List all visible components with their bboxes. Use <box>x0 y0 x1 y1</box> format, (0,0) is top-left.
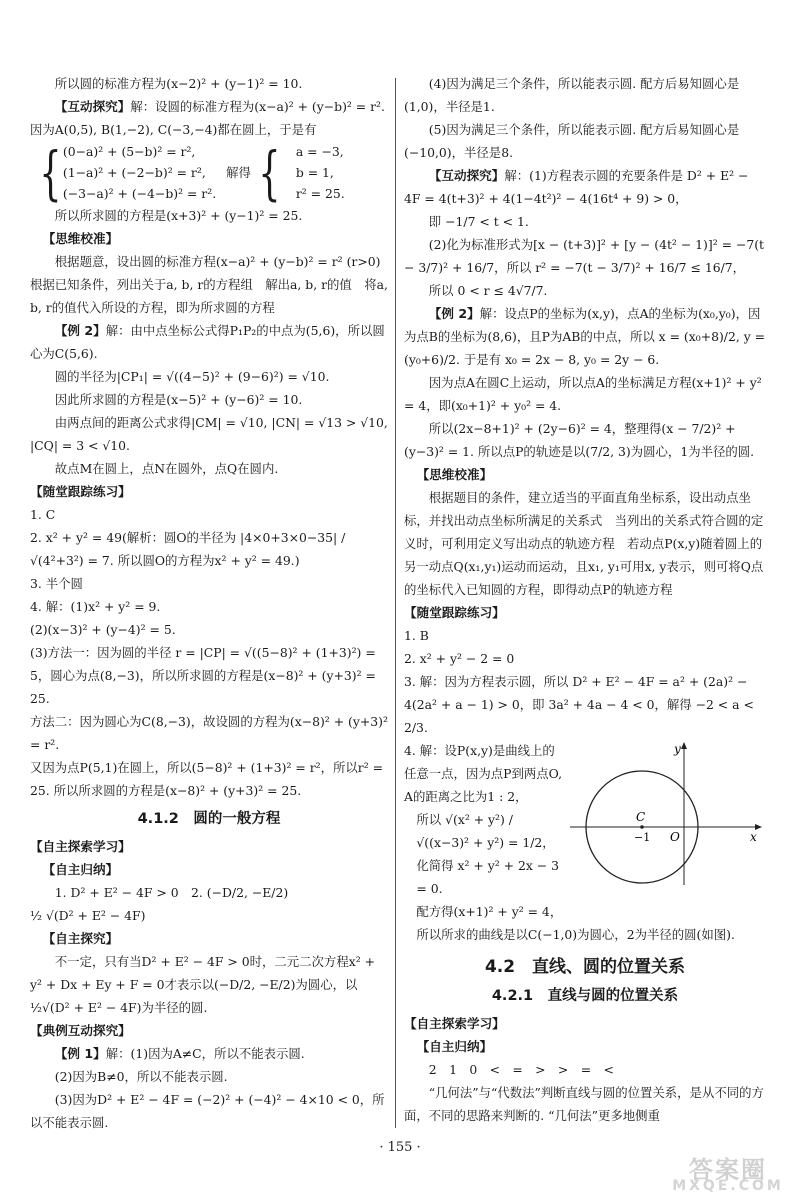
section-tag: 【随堂跟踪练习】 <box>404 605 505 620</box>
watermark-url: MXQE.COM <box>672 1178 784 1194</box>
answer: 所以 √(x² + y²) / √((x−3)² + y²) = 1/2，化简得 x² + y² + 2x − 3 = 0. <box>416 812 559 896</box>
answer: ½ √(D² + E² − 4F) <box>30 908 146 923</box>
paragraph: “几何法”与“代数法”判断直线与圆的位置关系，是从不同的方面，不同的思路来判断的. “几何法”更多地侧重 <box>404 1085 764 1123</box>
left-column <box>30 72 393 1134</box>
answer: 配方得(x+1)² + y² = 4， <box>416 904 563 919</box>
solve-word: 解得 <box>226 165 251 180</box>
section-tag: 【自主归纳】 <box>42 862 119 877</box>
paragraph: 所以(2x−8+1)² + (2y−6)² = 4，整理得(x − 7/2)² + (y−3)² = 1. 所以点P的轨迹是以(7/2, 3)为圆心，1为半径的圆. <box>404 421 755 459</box>
paragraph: (2)因为B≠0，所以不能表示圆. <box>54 1069 228 1084</box>
answer: 2 1 0 < = > > = < <box>428 1062 614 1077</box>
paragraph: 因为点A在圆C上运动，所以点A的坐标满足方程(x+1)² + y² = 4，即(x₀+1)² + y₀² = 4. <box>404 375 762 413</box>
paragraph: 根据题意，设出圆的标准方程(x−a)² + (y−b)² = r² (r>0) 根据已知条件，列出关于a, b, r的方程组 解出a, b, r的值 将a, b, r的值代入所设的方程，即为所求圆的方程 <box>30 254 393 315</box>
equation: (−3−a)² + (−4−b)² = r². <box>62 186 217 201</box>
right-column <box>404 72 766 1127</box>
section-heading: 4.2 直线、圆的位置关系 <box>484 957 686 977</box>
answer: (2)(x−3)² + (y−4)² = 5. <box>30 622 176 637</box>
paragraph: 因此所求圆的方程是(x−5)² + (y−6)² = 10. <box>54 392 303 407</box>
equation: (1−a)² + (−2−b)² = r², <box>62 165 206 180</box>
section-tag: 【思维校准】 <box>416 467 493 482</box>
y-label: y <box>674 742 681 756</box>
answer: 4. 解：(1)x² + y² = 9. <box>30 599 161 614</box>
origin-label: O <box>670 830 680 844</box>
section-tag: 【互动探究】 <box>54 99 131 114</box>
y-axis-arrow-icon <box>681 742 687 749</box>
section-tag: 【自主探究】 <box>42 931 119 946</box>
section-tag: 【典例互动探究】 <box>30 1023 131 1038</box>
x-label: x <box>750 830 757 844</box>
answer: 又因为点P(5,1)在圆上，所以(5−8)² + (1+3)² = r²，所以r² = 25. 所以所求圆的方程是(x−8)² + (y+3)² = 25. <box>30 760 383 798</box>
paragraph: 解：(1)方程表示圆的充要条件是 D² + E² − 4F = 4(t+3)² + 4(1−4t²)² − 4(16t⁴ + 9) > 0， <box>404 168 749 206</box>
paragraph: 故点M在圆上，点N在圆外，点Q在圆内. <box>54 461 279 476</box>
paragraph: 即 −1/7 < t < 1. <box>428 214 529 229</box>
answer: 2. x² + y² = 49(解析：圆O的半径为 |4×0+3×0−35| / √(4²+3²) = 7. 所以圆O的方程为x² + y² = 49.) <box>30 530 346 568</box>
paragraph: 解：设点P的坐标为(x,y)，点A的坐标为(x₀,y₀)，因为点B的坐标为(8,6)，且P为AB的中点，所以 x = (x₀+8)/2, y = (y₀+6)/2. 于是有 x₀ = 2x − 8, y₀ = 2y − 6. <box>404 306 766 367</box>
center-point <box>640 825 644 829</box>
paragraph: 由两点间的距离公式求得|CM| = √10, |CN| = √13 > √10, |CQ| = 3 < √10. <box>30 415 388 453</box>
solution: a = −3, <box>295 144 344 159</box>
paragraph: 圆的半径为|CP₁| = √((4−5)² + (9−6)²) = √10. <box>54 369 330 384</box>
column-divider <box>395 78 396 1128</box>
watermark-logo <box>662 1150 794 1196</box>
equation: (0−a)² + (5−b)² = r², <box>62 144 196 159</box>
paragraph: (2)化为标准形式为[x − (t+3)]² + [y − (4t² − 1)]² = −7(t − 3/7)² + 16/7，所以 r² = −7(t − 3/7)² + 16/7 ≤ 16/7， <box>404 237 765 275</box>
answer: 4. 解：设P(x,y)是曲线上的任意一点，因为点P到两点O, A的距离之比为1 : 2， <box>404 743 563 804</box>
circle-figure <box>566 739 766 889</box>
watermark-text: 答案圈 <box>689 1156 767 1184</box>
section-tag: 【自主归纳】 <box>416 1039 493 1054</box>
solution: r² = 25. <box>295 186 345 201</box>
section-tag: 【互动探究】 <box>428 168 505 183</box>
answer: 3. 解：因为方程表示圆，所以 D² + E² − 4F = a² + (2a)² − 4(2a² + a − 1) > 0，即 3a² + 4a − 4 < 0，解得 −2 < a < 2/3. <box>404 674 754 735</box>
answer: 1. C <box>30 507 56 522</box>
paragraph: 不一定，只有当D² + E² − 4F > 0时，二元二次方程x² + y² + Dx + Ey + F = 0才表示以(−D/2, −E/2)为圆心，以½√(D² + E² − 4F)为半径的圆. <box>30 954 375 1015</box>
section-tag: 【例 2】 <box>54 323 106 338</box>
tick-label: −1 <box>634 831 651 844</box>
equation-system <box>32 138 388 207</box>
paragraph: 解：设圆的标准方程为(x−a)² + (y−b)² = r². 因为A(0,5), B(1,−2), C(−3,−4)都在圆上，于是有 <box>30 99 385 137</box>
section-tag: 【例 1】 <box>54 1046 106 1061</box>
paragraph: 所以 0 < r ≤ 4√7/7. <box>428 283 548 298</box>
section-heading: 4.1.2 圆的一般方程 <box>137 811 281 827</box>
answer: 2. x² + y² − 2 = 0 <box>404 651 515 666</box>
paragraph: 解：(1)因为A≠C，所以不能表示圆. <box>105 1046 305 1061</box>
paragraph: 所以所求圆的方程是(x+3)² + (y−1)² = 25. <box>54 208 303 223</box>
section-tag: 【例 2】 <box>428 306 480 321</box>
answer: 1. B <box>404 628 429 643</box>
paragraph: (4)因为满足三个条件，所以能表示圆. 配方后易知圆心是(1,0)，半径是1. <box>404 76 740 114</box>
brace-icon: { <box>258 138 281 207</box>
brace-icon: { <box>39 138 62 207</box>
paragraph: (5)因为满足三个条件，所以能表示圆. 配方后易知圆心是(−10,0)，半径是8. <box>404 122 740 160</box>
section-tag: 【随堂跟踪练习】 <box>30 484 131 499</box>
paragraph: 根据题目的条件，建立适当的平面直角坐标系，设出动点坐标，并找出动点坐标所满足的关系式 当列出的关系式符合圆的定义时，可利用定义写出动点的轨迹方程 若动点P(x,y)随着圆上的另一动点Q(x₁,y₁)运动而运动，且x₁, y₁可用x, y表示，则可将Q点的坐标代入已知圆的方程，即得动点P的轨迹方程 <box>404 490 764 597</box>
section-tag: 【思维校准】 <box>42 231 119 246</box>
page-number: · 155 · <box>379 1140 421 1155</box>
center-label: C <box>636 810 646 824</box>
paragraph: 解：由中点坐标公式得P₁P₂的中点为(5,6)，所以圆心为C(5,6). <box>30 323 385 361</box>
section-tag: 【自主探索学习】 <box>404 1016 505 1031</box>
answer: 方法二：因为圆心为C(8,−3)，故设圆的方程为(x−8)² + (y+3)² = r². <box>30 714 388 752</box>
answer: (3)方法一：因为圆的半径 r = |CP| = √((5−8)² + (1+3)²) = 5，圆心为点(8,−3)，所以所求圆的方程是(x−8)² + (y+3)² = 25. <box>30 645 376 706</box>
solution: b = 1, <box>295 165 334 180</box>
answer: 1. D² + E² − 4F > 0 2. (−D/2, −E/2) <box>54 885 289 900</box>
answer: 所以所求的曲线是以C(−1,0)为圆心，2为半径的圆(如图). <box>416 927 735 942</box>
paragraph: 所以圆的标准方程为(x−2)² + (y−1)² = 10. <box>54 76 303 91</box>
subsection-heading: 4.2.1 直线与圆的位置关系 <box>491 988 679 1004</box>
section-tag: 【自主探索学习】 <box>30 839 131 854</box>
answer: 3. 半个圆 <box>30 576 83 591</box>
paragraph: (3)因为D² + E² − 4F = (−2)² + (−4)² − 4×10 < 0，所以不能表示圆. <box>30 1092 385 1130</box>
